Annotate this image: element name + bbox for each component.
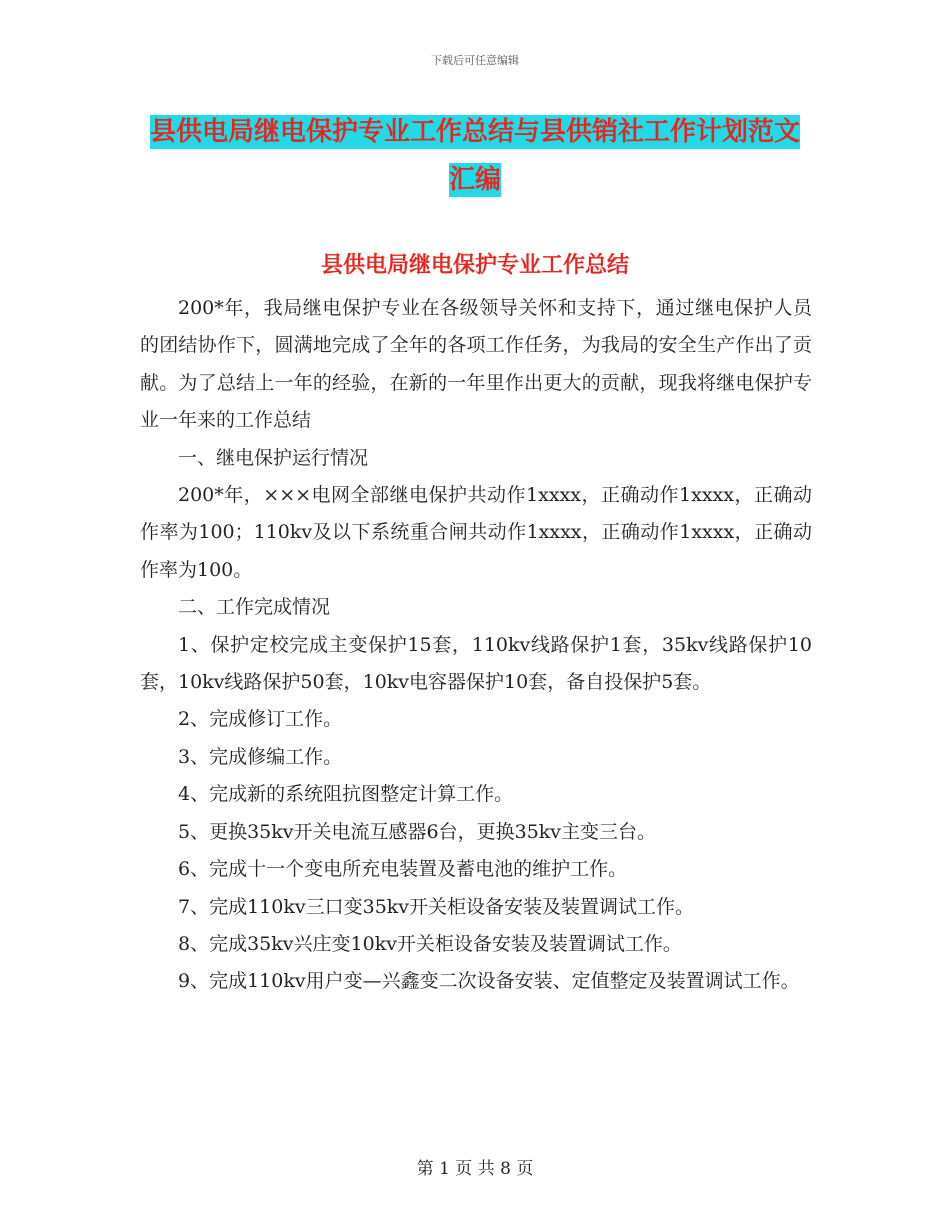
paragraph-intro: 200*年，我局继电保护专业在各级领导关怀和支持下，通过继电保护人员的团结协作下，圆满地完成了全年的各项工作任务，为我局的安全生产作出了贡献。为了总结上一年的经验，在新的一年里作出更大的贡献，现我将继电保护专业一年来的工作总结 [140,297,812,432]
list-item: 2、完成修订工作。 [178,708,343,731]
heading-work-completed: 二、工作完成情况 [178,596,331,619]
list-item: 1、保护定校完成主变保护15套，110kv线路保护1套，35kv线路保护10套，10kv线路保护50套，10kv电容器保护10套，备自投保护5套。 [140,633,812,694]
page-footer: 第 1 页 共 8 页 [416,1159,534,1179]
list-item: 3、完成修编工作。 [178,745,343,768]
document-title-text: 县供电局继电保护专业工作总结与县供销社工作计划范文汇编 [149,117,800,195]
header-note: 下载后可任意编辑 [431,54,519,67]
list-item: 7、完成110kv三口变35kv开关柜设备安装及装置调试工作。 [178,895,695,918]
heading-protection-operation: 一、继电保护运行情况 [178,446,369,469]
document-title [140,108,810,204]
document-body [140,290,812,1001]
list-item: 4、完成新的系统阻抗图整定计算工作。 [178,783,514,806]
list-item: 5、更换35kv开关电流互感器6台，更换35kv主变三台。 [178,820,657,843]
paragraph-operation-stats: 200*年，×××电网全部继电保护共动作1xxxx，正确动作1xxxx，正确动作率为100；110kv及以下系统重合闸共动作1xxxx，正确动作1xxxx，正确动作率为100。 [140,484,812,581]
list-item: 6、完成十一个变电所充电装置及蓄电池的维护工作。 [178,858,628,881]
list-item: 9、完成110kv用户变—兴鑫变二次设备安装、定值整定及装置调试工作。 [178,970,800,993]
section-title: 县供电局继电保护专业工作总结 [320,253,629,278]
list-item: 8、完成35kv兴庄变10kv开关柜设备安装及装置调试工作。 [178,932,682,955]
